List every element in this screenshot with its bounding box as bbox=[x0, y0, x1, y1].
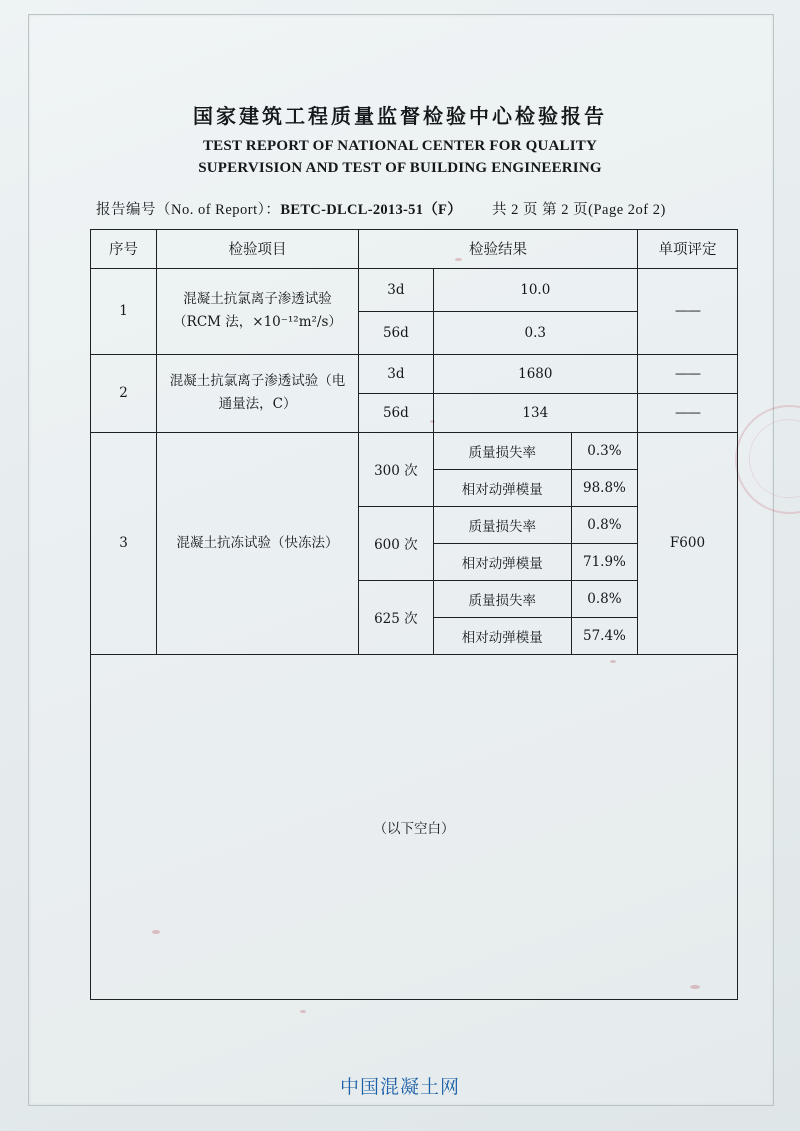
row3-rating: F600 bbox=[637, 432, 737, 654]
row3-measure-value-4: 71.9% bbox=[571, 543, 637, 580]
page-title-cn: 国家建筑工程质量监督检验中心检验报告 bbox=[193, 104, 607, 128]
table-row bbox=[91, 432, 738, 469]
document-content bbox=[60, 100, 740, 1000]
row3-measure-value-1: 0.3% bbox=[571, 432, 637, 469]
page-title-en bbox=[60, 136, 740, 180]
row2-value-2: 134 bbox=[433, 393, 637, 432]
row3-measure-name-3: 质量损失率 bbox=[433, 506, 571, 543]
row3-measure-name-4: 相对动弹模量 bbox=[433, 543, 571, 580]
page-count-text: 共 2 页 第 2 页(Page 2of 2) bbox=[492, 201, 666, 218]
row2-rating-1: —— bbox=[637, 354, 737, 393]
row3-measure-value-3: 0.8% bbox=[571, 506, 637, 543]
row3-item bbox=[156, 432, 358, 654]
row3-measure-value-6: 57.4% bbox=[571, 617, 637, 654]
table-row bbox=[91, 354, 738, 393]
page-title-en-line2: SUPERVISION AND TEST OF BUILDING ENGINEERING bbox=[198, 159, 602, 176]
column-header-item: 检验项目 bbox=[156, 229, 358, 268]
row1-rating: —— bbox=[637, 268, 737, 354]
row3-cycle-300: 300 次 bbox=[359, 432, 433, 506]
row3-measure-value-2: 98.8% bbox=[571, 469, 637, 506]
row2-value-1: 1680 bbox=[433, 354, 637, 393]
row1-age-1: 3d bbox=[359, 268, 433, 311]
row2-item bbox=[156, 354, 358, 432]
table-row bbox=[91, 654, 738, 999]
report-meta-line bbox=[60, 198, 740, 219]
row3-measure-value-5: 0.8% bbox=[571, 580, 637, 617]
footer-watermark: 中国混凝土网 bbox=[339, 1076, 460, 1098]
row2-rating-2: —— bbox=[637, 393, 737, 432]
row3-measure-name-6: 相对动弹模量 bbox=[433, 617, 571, 654]
row3-index: 3 bbox=[91, 432, 157, 654]
table-header-row bbox=[91, 229, 738, 268]
row1-item bbox=[156, 268, 358, 354]
report-number-label: 报告编号（No. of Report）： bbox=[96, 201, 281, 218]
row3-measure-name-1: 质量损失率 bbox=[433, 432, 571, 469]
column-header-rating: 单项评定 bbox=[637, 229, 737, 268]
column-header-result: 检验结果 bbox=[359, 229, 638, 268]
row2-item-line2: 通量法，C） bbox=[218, 396, 297, 412]
report-number-value: BETC-DLCL-2013-51（F） bbox=[280, 201, 463, 218]
row3-cycle-625: 625 次 bbox=[359, 580, 433, 654]
test-results-table bbox=[90, 229, 738, 1000]
row1-age-2: 56d bbox=[359, 311, 433, 354]
row2-age-1: 3d bbox=[359, 354, 433, 393]
row3-cycle-600: 600 次 bbox=[359, 506, 433, 580]
row1-item-line2: （RCM 法，×10⁻¹²m²/s） bbox=[173, 314, 342, 330]
row1-index: 1 bbox=[91, 268, 157, 354]
row3-item-line1: 混凝土抗冻试验（快冻法） bbox=[176, 534, 339, 551]
row2-index: 2 bbox=[91, 354, 157, 432]
column-header-index: 序号 bbox=[91, 229, 157, 268]
row3-measure-name-5: 质量损失率 bbox=[433, 580, 571, 617]
row1-value-2: 0.3 bbox=[433, 311, 637, 354]
row1-item-line1: 混凝土抗氯离子渗透试验 bbox=[183, 291, 332, 308]
row2-item-line1: 混凝土抗氯离子渗透试验（电 bbox=[169, 373, 346, 390]
table-row bbox=[91, 268, 738, 311]
row3-measure-name-2: 相对动弹模量 bbox=[433, 469, 571, 506]
row1-value-1: 10.0 bbox=[433, 268, 637, 311]
page-title-en-line1: TEST REPORT OF NATIONAL CENTER FOR QUALITY bbox=[202, 138, 598, 154]
row2-age-2: 56d bbox=[359, 393, 433, 432]
blank-area-note: （以下空白） bbox=[91, 654, 738, 999]
